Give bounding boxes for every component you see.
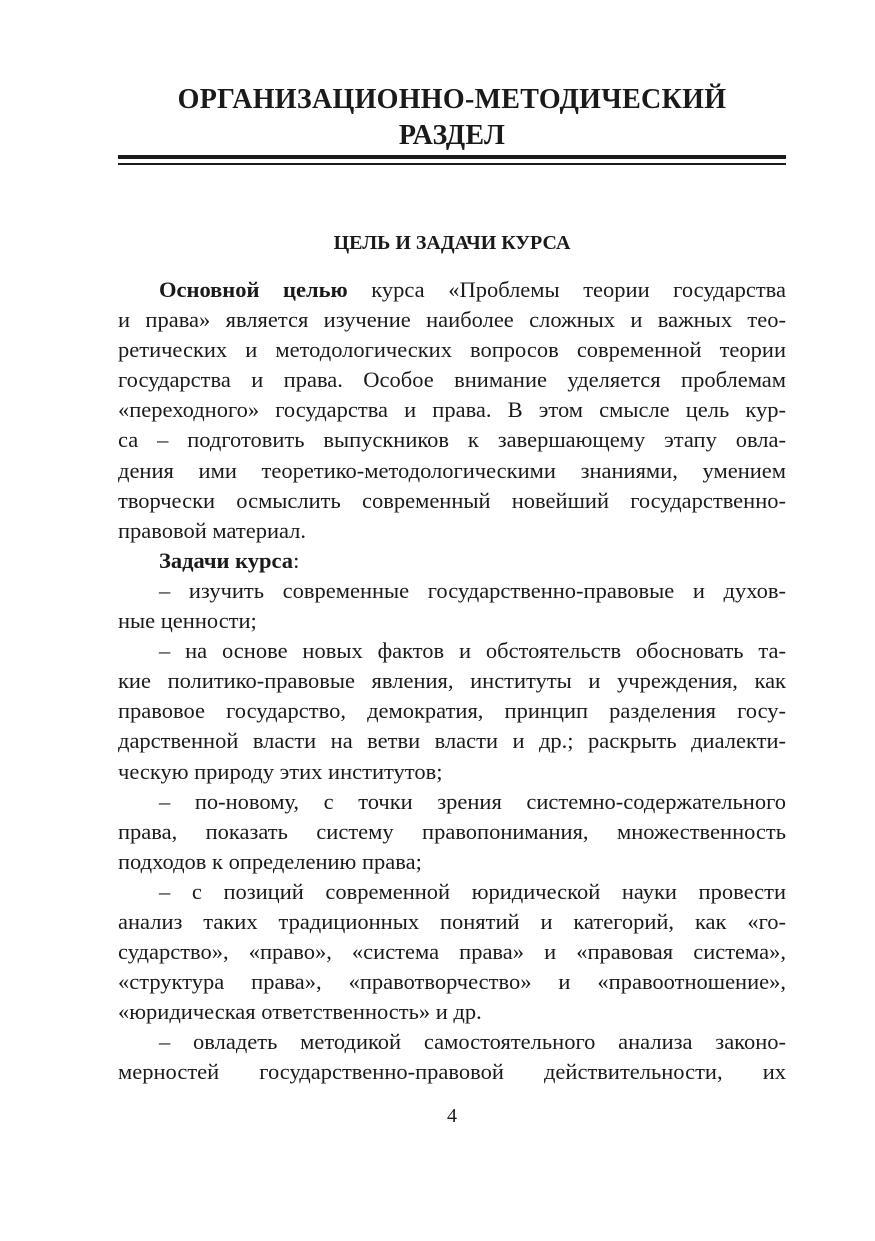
- goal-line-1-text: курса «Проблемы теории государства: [347, 277, 786, 302]
- task-item: [118, 1027, 786, 1087]
- task-line: – изучить современные государственно-правовые и духов-: [159, 577, 786, 603]
- task-line: «структура права», «правотворчество» и «правоотношение»,: [118, 969, 786, 995]
- task-line: подходов к определению права;: [118, 848, 422, 874]
- task-line: – овладеть методикой самостоятельного анализа законо-: [159, 1029, 786, 1055]
- title-double-rule: [118, 155, 786, 167]
- goal-line: творчески осмыслить современный новейший государственно-: [118, 487, 786, 513]
- goal-line: са – подготовить выпускников к завершающему этапу овла-: [118, 427, 786, 453]
- task-line: анализ таких традиционных понятий и категорий, как «го-: [118, 908, 786, 934]
- tasks-label-suffix: :: [293, 547, 300, 573]
- page-number: 4: [447, 1105, 457, 1127]
- goal-line: дения ими теоретико-методологическими знаниями, умением: [118, 457, 786, 483]
- task-line: ные ценности;: [118, 608, 257, 634]
- goal-line: и права» является изучение наиболее сложных и важных тео-: [118, 307, 786, 333]
- goal-line: ретических и методологических вопросов современной теории: [118, 337, 786, 363]
- task-line: – с позиций современной юридической науки провести: [159, 878, 786, 904]
- rule-thick-line: [118, 155, 786, 159]
- tasks-label-bold: Задачи курса: [159, 547, 294, 573]
- goal-line: государства и права. Особое внимание уделяется проблемам: [118, 367, 786, 393]
- task-line: – по-новому, с точки зрения системно-содержательного: [159, 788, 786, 814]
- goal-paragraph: [118, 275, 786, 546]
- task-line: – на основе новых фактов и обстоятельств обосновать та-: [159, 638, 786, 664]
- task-item: [118, 636, 786, 786]
- goal-line: правовой материал.: [118, 517, 307, 543]
- task-line: ческую природу этих институтов;: [118, 758, 443, 784]
- task-line: кие политико-правовые явления, институты и учреждения, как: [118, 668, 786, 694]
- page-title: [118, 82, 786, 154]
- page-title-line-1: ОРГАНИЗАЦИОННО-МЕТОДИЧЕСКИЙ: [177, 84, 727, 115]
- tasks-label: [118, 546, 786, 576]
- body-text: [118, 275, 786, 1088]
- task-line: дарственной власти на ветви власти и др.; раскрыть диалекти-: [118, 728, 786, 754]
- task-item: [118, 787, 786, 877]
- task-item: [118, 576, 786, 636]
- section-heading: ЦЕЛЬ И ЗАДАЧИ КУРСА: [333, 232, 571, 254]
- task-line: «юридическая ответственность» и др.: [118, 999, 482, 1025]
- rule-thin-line: [118, 163, 786, 165]
- task-item: [118, 877, 786, 1027]
- task-line: права, показать систему правопонимания, множественность: [118, 818, 786, 844]
- page-title-line-2: РАЗДЕЛ: [398, 120, 506, 151]
- task-line: сударство», «право», «система права» и «правовая система»,: [118, 939, 786, 965]
- task-line: правовое государство, демократия, принцип разделения госу-: [118, 698, 786, 724]
- goal-line-1: [118, 275, 786, 305]
- task-line: мерностей государственно-правовой действительности, их: [118, 1059, 786, 1085]
- goal-lead-bold: Основной целью: [159, 277, 348, 302]
- goal-line: «переходного» государства и права. В этом смысле цель кур-: [118, 397, 786, 423]
